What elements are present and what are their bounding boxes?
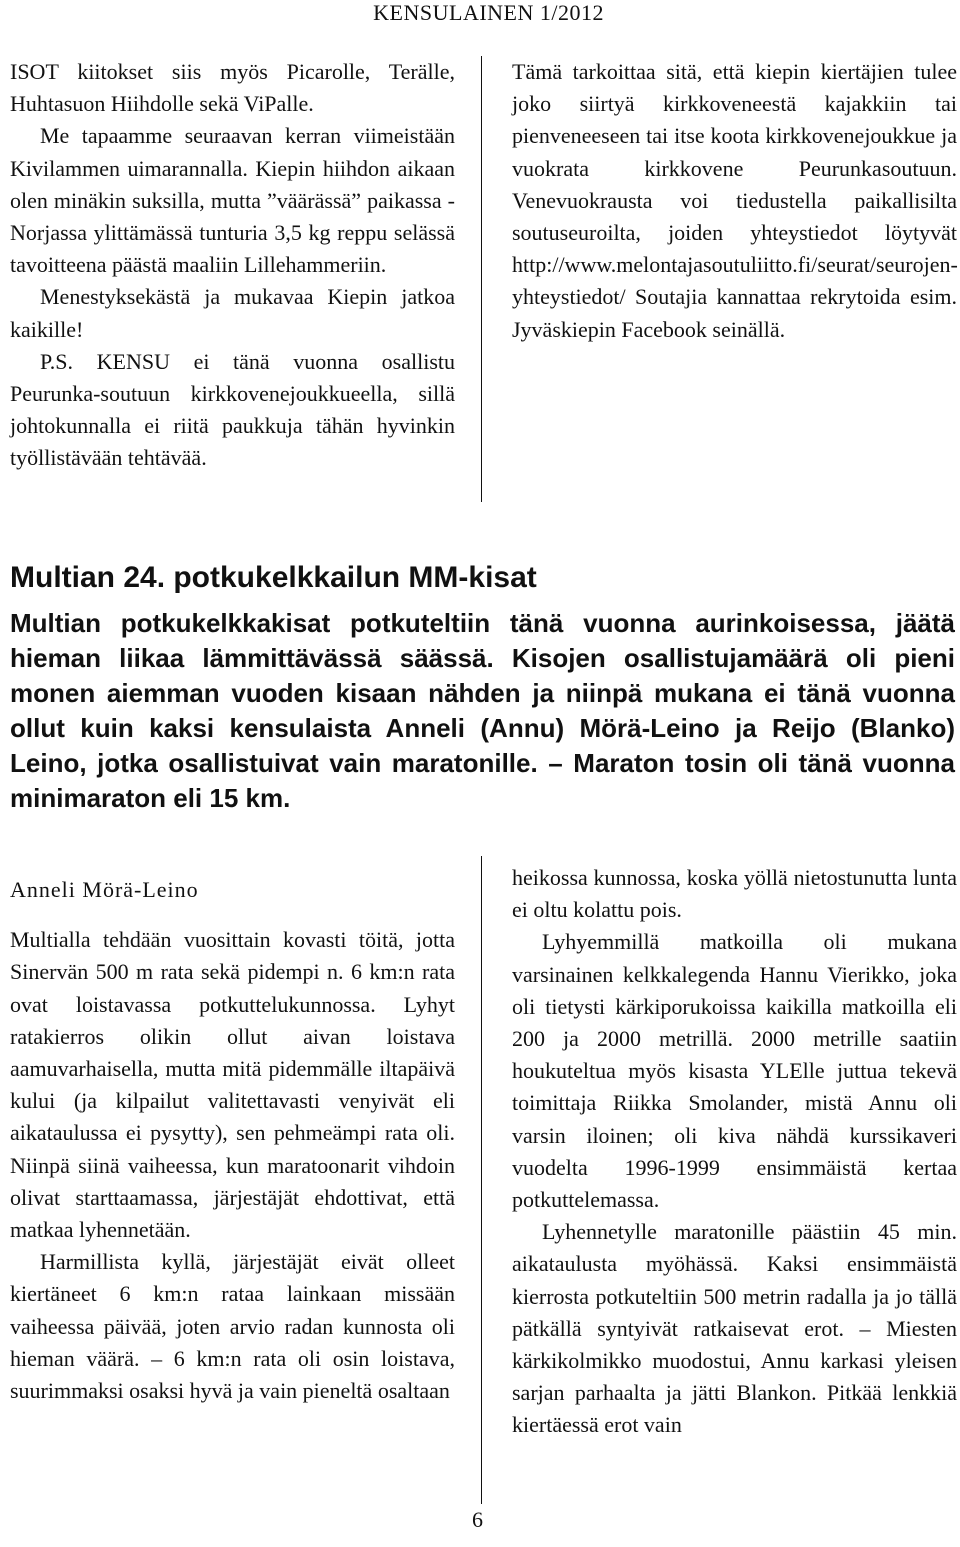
paragraph: Lyhyemmillä matkoilla oli mukana varsinainen kelkkalegenda Hannu Vierikko, joka oli tietysti kärkiporukoissa kaikilla matkoilla eli 200 ja 2000 metrillä. 2000 metrille saatiin houkuteltua myös kisasta YLElle juttua tekevä toimittaja Riikka Smolander, mistä Annu oli varsin iloinen; oli kiva nähdä kurssikaveri vuodelta 1996-1999 ensimmäistä kertaa potkuttelemassa. — [512, 929, 957, 1213]
paragraph: Me tapaamme seuraavan kerran viimeistään Kivilammen uimarannalla. Kiepin hiihdon aikaan olen minäkin suksilla, mutta ”väärässä” paikassa - Norjassa ylittämässä tunturia 3,5 kg reppu selässä tavoitteena päästä maaliin Lillehammeriin. — [10, 123, 455, 278]
page-number: 6 — [472, 1507, 483, 1532]
article-lead: Multian potkukelkkakisat potkuteltiin tänä vuonna aurinkoisessa, jäätä hieman liikaa lämmittävässä säässä. Kisojen osallistujamäärä oli pieni monen aiemman vuoden kisaan nähden ja niinpä mukana ei tänä vuonna ollut kuin kaksi kensulaista Anneli (Annu) Mörä-Leino ja Reijo (Blanko) Leino, jotka osallistuivat vain maratonille. – Maraton tosin oli tänä vuonna minimaraton eli 15 km. — [10, 608, 955, 813]
bottom-left-column — [10, 874, 455, 1407]
paragraph: Lyhennetylle maratonille päästiin 45 min. aikataulusta myöhässä. Kaksi ensimmäistä kierrosta potkuteltiin 500 metrin radalla ja jo tällä pätkällä syntyivät ratkaisevat erot. – Miesten kärkikolmikko muodostui, Annu karkasi yleisen sarjan parhaalta ja jätti Blankon. Pitkää lenkkiä kiertäessä erot vain — [512, 1219, 957, 1438]
page-header: KENSULAINEN 1/2012 — [373, 0, 604, 25]
paragraph: ISOT kiitokset siis myös Picarolle, Terälle, Huhtasuon Hiihdolle sekä ViPalle. — [10, 59, 455, 117]
top-right-column — [512, 56, 957, 346]
paragraph: Harmillista kyllä, järjestäjät eivät olleet kiertäneet 6 km:n rataa lainkaan missään vaiheessa päivää, joten arvio radan kunnosta oli hieman väärä. – 6 km:n rata oli osin loistava, suurimmaksi osaksi hyvä ja vain pieneltä osaltaan — [10, 1249, 455, 1404]
column-divider — [481, 856, 482, 1504]
bottom-right-column — [512, 862, 957, 1442]
paragraph: Multialla tehdään vuosittain kovasti töitä, jotta Sinervän 500 m rata sekä pidempi n. 6 km:n rata ovat loistavassa potkuttelukunnossa. Lyhyt ratakierros olikin ollut aivan loistava aamuvarhaisella, mutta mitä pidemmälle iltapäivä kului (ja kilpailut valitettavasti venyivät eli aikataulussa ei pysytty), sen pehmeämpi rata oli. Niinpä siinä vaiheessa, kun maratoonarit vihdoin olivat starttaamassa, järjestäjät ehdottivat, että matkaa lyhennetään. — [10, 927, 455, 1243]
paragraph: Tämä tarkoittaa sitä, että kiepin kiertäjien tulee joko siirtyä kirkkoveneestä kajakkiin tai pienveneeseen tai itse koota kirkkovenejoukkue ja vuokrata kirkkovene Peurunkasoutuun. Venevuokrausta voi tiedustella paikallisilta soutuseuroilta, joiden yhteystiedot löytyvät http://www.melontajasoutuliitto.fi/seurat/seurojen-yhteystiedot/ Soutajia kannattaa rekrytoida esim. Jyväskiepin Facebook seinällä. — [512, 59, 958, 342]
paragraph: heikossa kunnossa, koska yöllä nietostunutta lunta ei oltu kolattu pois. — [512, 865, 957, 923]
paragraph: P.S. KENSU ei tänä vuonna osallistu Peurunka-soutuun kirkkovenejoukkueella, sillä johtokunnalla ei riitä paukkuja tähän hyvinkin työllistävään tehtävää. — [10, 348, 455, 471]
article-author: Anneli Mörä-Leino — [10, 877, 199, 902]
column-divider — [481, 56, 482, 502]
paragraph: Menestyksekästä ja mukavaa Kiepin jatkoa kaikille! — [10, 284, 455, 342]
top-left-column — [10, 56, 455, 475]
article-headline: Multian 24. potkukelkkailun MM-kisat — [10, 561, 537, 594]
